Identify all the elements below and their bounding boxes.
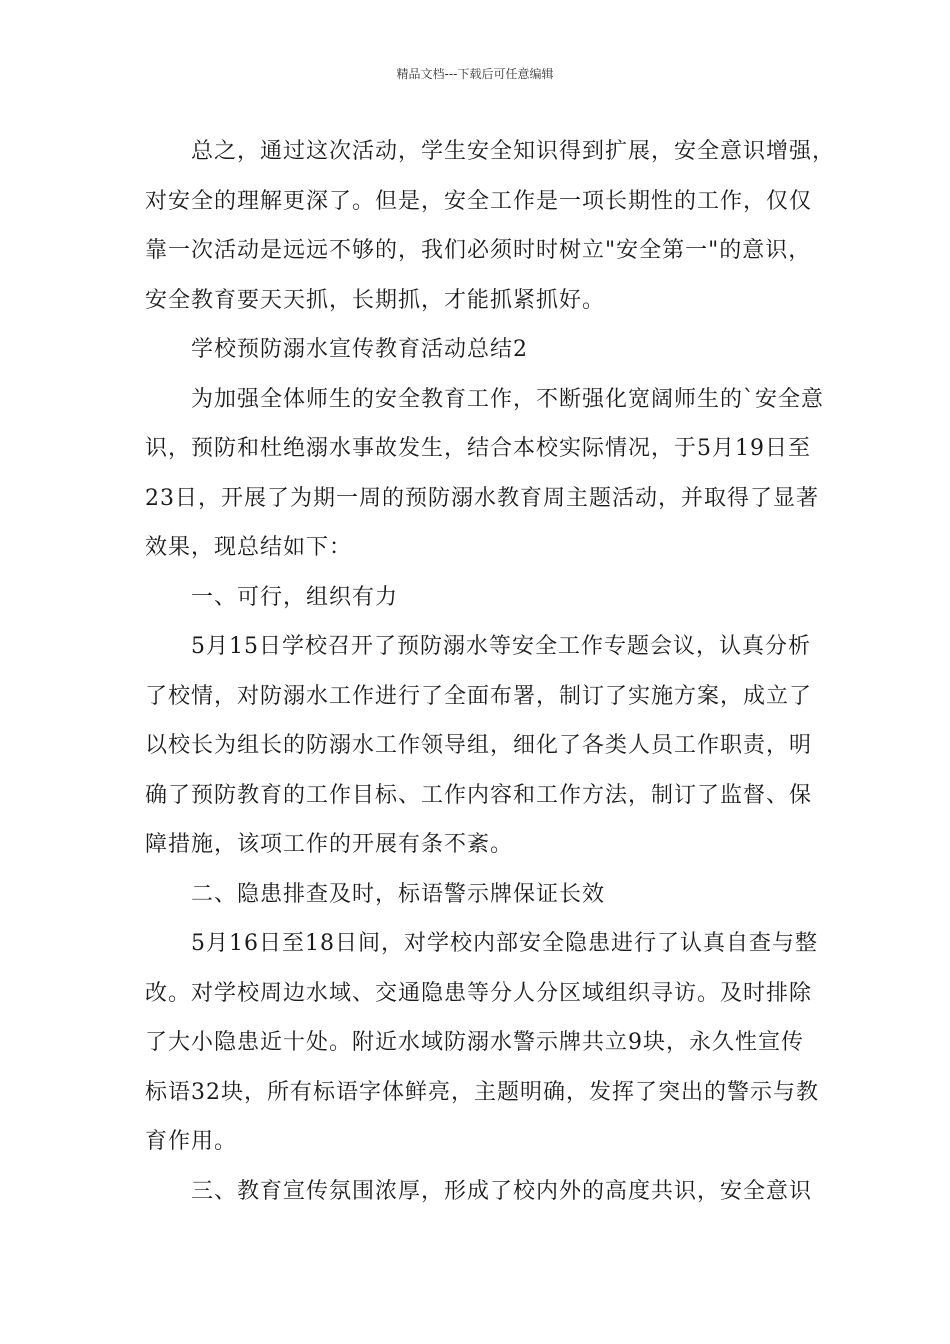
paragraph-line: 靠一次活动是远远不够的，我们必须时时树立"安全第一"的意识， <box>145 238 812 263</box>
paragraph-line: 安全教育要天天抓，长期抓，才能抓紧抓好。 <box>145 287 606 313</box>
paragraph-line: 为加强全体师生的安全教育工作，不断强化宽阔师生的`安全意 <box>191 386 825 412</box>
document-body <box>145 127 836 1216</box>
paragraph-line: 确了预防教育的工作目标、工作内容和工作方法，制订了监督、保 <box>145 782 813 808</box>
paragraph-line: 5月15日学校召开了预防溺水等安全工作专题会议，认真分析 <box>191 634 811 659</box>
paragraph-line: 以校长为组长的防溺水工作领导组，细化了各类人员工作职责，明 <box>145 733 813 758</box>
paragraph-line: 5月16日至18日间，对学校内部安全隐患进行了认真自查与整 <box>191 931 818 956</box>
paragraph-line: 总之，通过这次活动，学生安全知识得到扩展，安全意识增强， <box>191 139 836 164</box>
section-heading: 三、教育宣传氛围浓厚，形成了校内外的高度共识，安全意识 <box>191 1178 813 1204</box>
section-heading: 一、可行，组织有力 <box>191 584 399 610</box>
section-heading: 二、隐患排查及时，标语警示牌保证长效 <box>191 881 606 907</box>
paragraph-line: 识，预防和杜绝溺水事故发生，结合本校实际情况，于5月19日至 <box>145 436 811 461</box>
paragraph-line: 育作用。 <box>145 1129 238 1154</box>
page-header: 精品文档---下载后可任意编辑 <box>396 67 554 81</box>
paragraph-line: 23日，开展了为期一周的预防溺水教育周主题活动，并取得了显著 <box>145 485 819 511</box>
paragraph-line: 改。对学校周边水域、交通隐患等分人分区域组织寻访。及时排除 <box>145 980 813 1006</box>
paragraph-line: 对安全的理解更深了。但是，安全工作是一项长期性的工作，仅仅 <box>145 188 813 214</box>
paragraph-line: 了校情，对防溺水工作进行了全面布署，制订了实施方案，成立了 <box>145 683 813 709</box>
paragraph-line: 障措施，该项工作的开展有条不紊。 <box>145 832 514 857</box>
paragraph-line: 效果，现总结如下： <box>145 535 353 560</box>
paragraph-line: 标语32块，所有标语字体鲜亮，主题明确，发挥了突出的警示与教 <box>145 1079 819 1105</box>
section-title: 学校预防溺水宣传教育活动总结2 <box>191 337 528 362</box>
paragraph-line: 了大小隐患近十处。附近水域防溺水警示牌共立9块，永久性宣传 <box>145 1030 804 1055</box>
